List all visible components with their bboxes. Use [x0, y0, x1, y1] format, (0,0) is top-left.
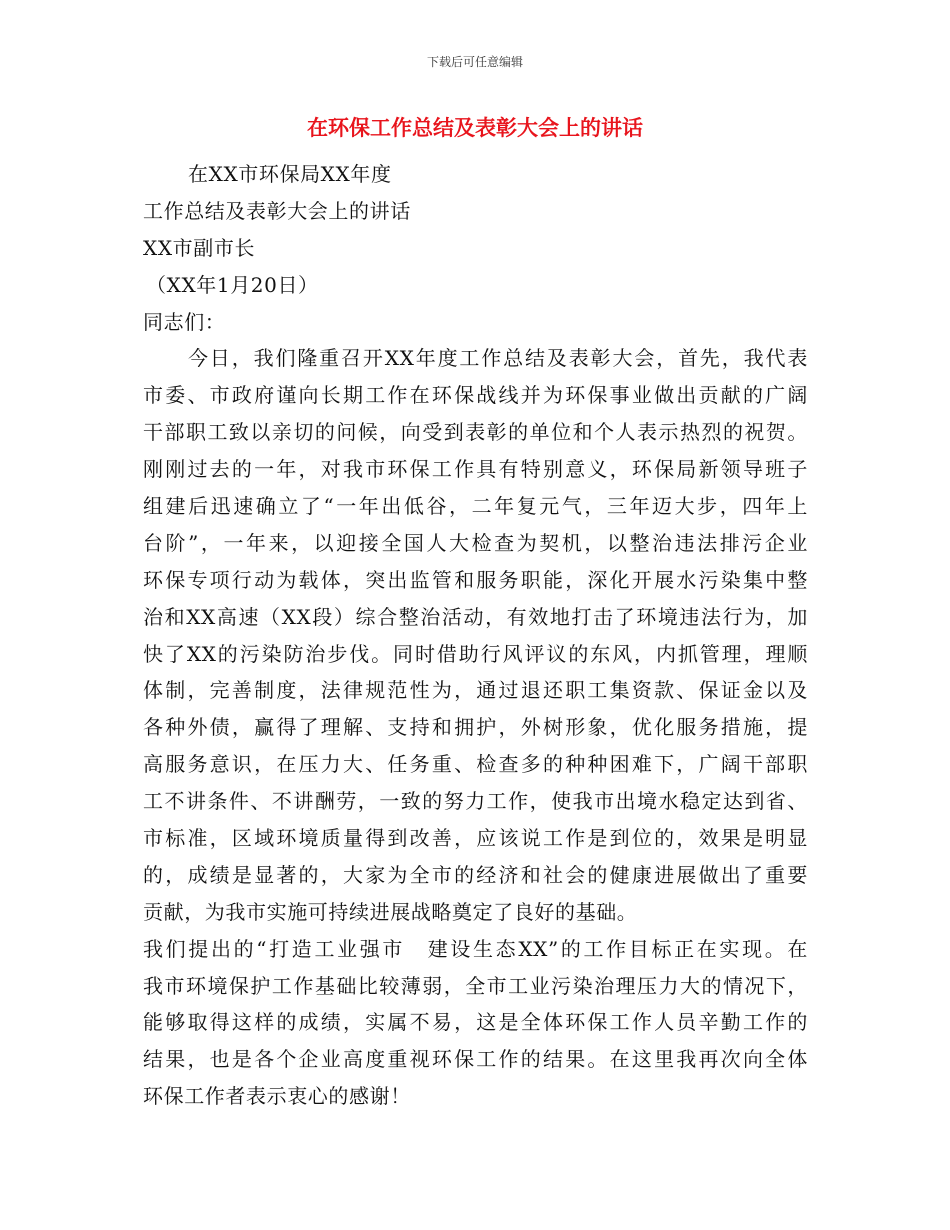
page-header: 下载后可任意编辑 — [426, 55, 523, 69]
paragraph-line: 台阶”，一年来，以迎接全国人大检查为契机，以整治违法排污企业 — [143, 530, 808, 555]
paragraph-line: 贡献，为我市实施可持续进展战略奠定了良好的基础。 — [143, 899, 638, 924]
paragraph-line: 市标准，区域环境质量得到改善，应该说工作是到位的，效果是明显 — [143, 826, 808, 851]
speaker-line: XX市副市长 — [143, 235, 256, 260]
paragraph-line: 体制，完善制度，法律规范性为，通过退还职工集资款、保证金以及 — [143, 678, 808, 703]
paragraph-line: 环保工作者表示衷心的感谢！ — [143, 1084, 411, 1109]
paragraph-line: 组建后迅速确立了“一年出低谷，二年复元气，三年迈大步，四年上 — [143, 494, 808, 519]
date-line: （XX年1月20日） — [146, 272, 319, 297]
subtitle-line: 在XX市环保局XX年度 — [188, 162, 392, 186]
paragraph-line: 干部职工致以亲切的问候，向受到表彰的单位和个人表示热烈的祝贺。 — [143, 420, 808, 445]
subtitle-line: 工作总结及表彰大会上的讲话 — [143, 198, 411, 223]
paragraph-line: 高服务意识，在压力大、任务重、检查多的种种困难下，广阔干部职 — [143, 752, 808, 777]
paragraph-line: 工不讲条件、不讲酬劳，一致的努力工作，使我市出境水稳定达到省、 — [143, 789, 808, 814]
paragraph-line: 快了XX的污染防治步伐。同时借助行风评议的东风，内抓管理，理顺 — [143, 641, 808, 666]
paragraph-line: 刚刚过去的一年，对我市环保工作具有特别意义，环保局新领导班子 — [143, 457, 808, 482]
document-title: 在环保工作总结及表彰大会上的讲话 — [307, 116, 643, 140]
paragraph-line: 结果，也是各个企业高度重视环保工作的结果。在这里我再次向全体 — [143, 1047, 808, 1072]
paragraph-line: 环保专项行动为载体，突出监管和服务职能，深化开展水污染集中整 — [143, 567, 808, 592]
paragraph-line: 各种外债，赢得了理解、支持和拥护，外树形象，优化服务措施，提 — [143, 715, 808, 740]
paragraph-line: 今日，我们隆重召开XX年度工作总结及表彰大会，首先，我代表 — [188, 346, 808, 371]
salutation-line: 同志们： — [143, 309, 226, 334]
document-body — [143, 156, 808, 1115]
paragraph-line: 我市环境保护工作基础比较薄弱，全市工业污染治理压力大的情况下， — [143, 973, 808, 998]
paragraph-line: 我们提出的“打造工业强市 建设生态XX”的工作目标正在实现。在 — [143, 936, 808, 961]
paragraph-line: 能够取得这样的成绩，实属不易，这是全体环保工作人员辛勤工作的 — [143, 1010, 808, 1035]
paragraph-line: 的，成绩是显著的，大家为全市的经济和社会的健康进展做出了重要 — [143, 862, 808, 887]
paragraph-line: 治和XX高速（XX段）综合整治活动，有效地打击了环境违法行为，加 — [143, 604, 808, 629]
paragraph-line: 市委、市政府谨向长期工作在环保战线并为环保事业做出贡献的广阔 — [143, 383, 808, 408]
